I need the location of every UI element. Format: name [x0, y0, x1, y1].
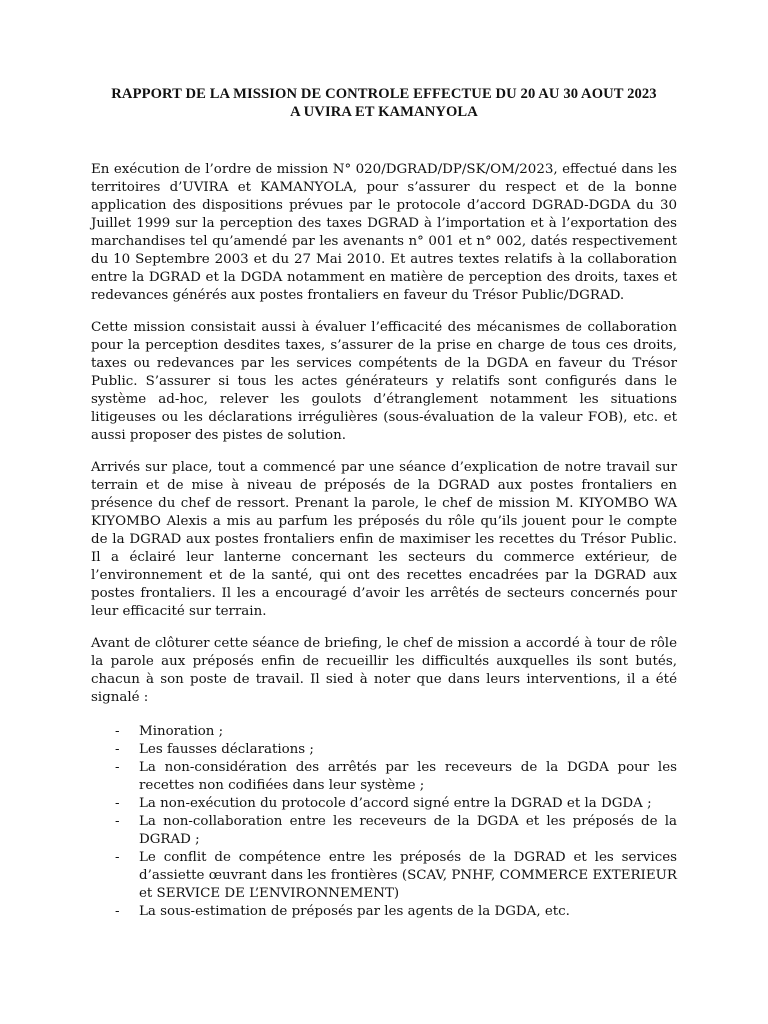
list-item: [91, 723, 677, 741]
list-dash: -: [115, 760, 120, 775]
list-dash: -: [115, 850, 120, 865]
paragraph-mission-scope: Cette mission consistait aussi à évaluer l’efficacité des mécanismes de collaboration pour la perception desdites taxes, s’assurer de la prise en charge de tous ces droits, taxes ou redevances par les services compétents de la DGDA en faveur du Trésor Public. S’assurer si tous les actes générateurs y relatifs sont configurés dans le système ad-hoc, relever les goulots d’étranglement notamment les situations litigeuses ou les déclarations irrégulières (sous-évaluation de la valeur FOB), etc. et aussi proposer des pistes de solution.: [91, 320, 677, 443]
report-title: [91, 85, 677, 121]
title-line-1: RAPPORT DE LA MISSION DE CONTROLE EFFECTUE DU 20 AU 30 AOUT 2023: [111, 86, 657, 102]
document-page: [91, 85, 677, 921]
paragraph-mission-order: En exécution de l’ordre de mission N° 020/DGRAD/DP/SK/OM/2023, effectué dans les territoires d’UVIRA et KAMANYOLA, pour s’assurer du respect et de la bonne application des dispositions prévues par le protocole d’accord DGRAD-DGDA du 30 Juillet 1999 sur la perception des taxes DGRAD à l’importation et à l’exportation des marchandises tel qu’amendé par les avenants n° 001 et n° 002, datés respectivement du 10 Septembre 2003 et du 27 Mai 2010. Et autres textes relatifs à la collaboration entre la DGRAD et la DGDA notamment en matière de perception des droits, taxes et redevances générés aux postes frontaliers en faveur du Trésor Public/DGRAD.: [91, 162, 677, 303]
list-item: [91, 741, 677, 759]
paragraph-briefing: Arrivés sur place, tout a commencé par une séance d’explication de notre travail sur terrain et de mise à niveau de préposés de la DGRAD aux postes frontaliers en présence du chef de ressort. Prenant la parole, le chef de mission M. KIYOMBO WA KIYOMBO Alexis a mis au parfum les préposés du rôle qu’ils jouent pour le compte de la DGRAD aux postes frontaliers enfin de maximiser les recettes du Trésor Public. Il a éclairé leur lanterne concernant les secteurs du commerce extérieur, de l’environnement et de la santé, qui ont des recettes encadrées par la DGRAD aux postes frontaliers. Il les a encouragé d’avoir les arrêtés de secteurs concernés pour leur efficacité sur terrain.: [91, 460, 677, 619]
list-item: [91, 813, 677, 849]
list-item-text: La non-exécution du protocole d’accord signé entre la DGRAD et la DGDA ;: [139, 796, 652, 811]
list-item-text: Minoration ;: [139, 724, 224, 739]
list-item: [91, 795, 677, 813]
list-item: [91, 759, 677, 795]
paragraph-difficulties: Avant de clôturer cette séance de briefing, le chef de mission a accordé à tour de rôle la parole aux préposés enfin de recueillir les difficultés auxquelles ils sont butés, chacun à son poste de travail. Il sied à noter que dans leurs interventions, il a été signalé :: [91, 636, 677, 705]
list-item-text: La non-considération des arrêtés par les receveurs de la DGDA pour les recettes non codifiées dans leur système ;: [139, 760, 677, 793]
list-item-text: Le conflit de compétence entre les préposés de la DGRAD et les services d’assiette œuvrant dans les frontières (SCAV, PNHF, COMMERCE EXTERIEUR et SERVICE DE L’ENVIRONNEMENT): [139, 850, 677, 901]
list-item-text: Les fausses déclarations ;: [139, 742, 314, 757]
list-dash: -: [115, 796, 120, 811]
list-dash: -: [115, 742, 120, 757]
list-dash: -: [115, 904, 120, 919]
title-line-2: A UVIRA ET KAMANYOLA: [290, 104, 478, 120]
list-item: [91, 849, 677, 903]
list-dash: -: [115, 814, 120, 829]
list-dash: -: [115, 724, 120, 739]
list-item-text: La non-collaboration entre les receveurs de la DGDA et les préposés de la DGRAD ;: [139, 814, 677, 847]
issues-list: [91, 723, 677, 921]
list-item: [91, 903, 677, 921]
list-item-text: La sous-estimation de préposés par les agents de la DGDA, etc.: [139, 904, 570, 919]
